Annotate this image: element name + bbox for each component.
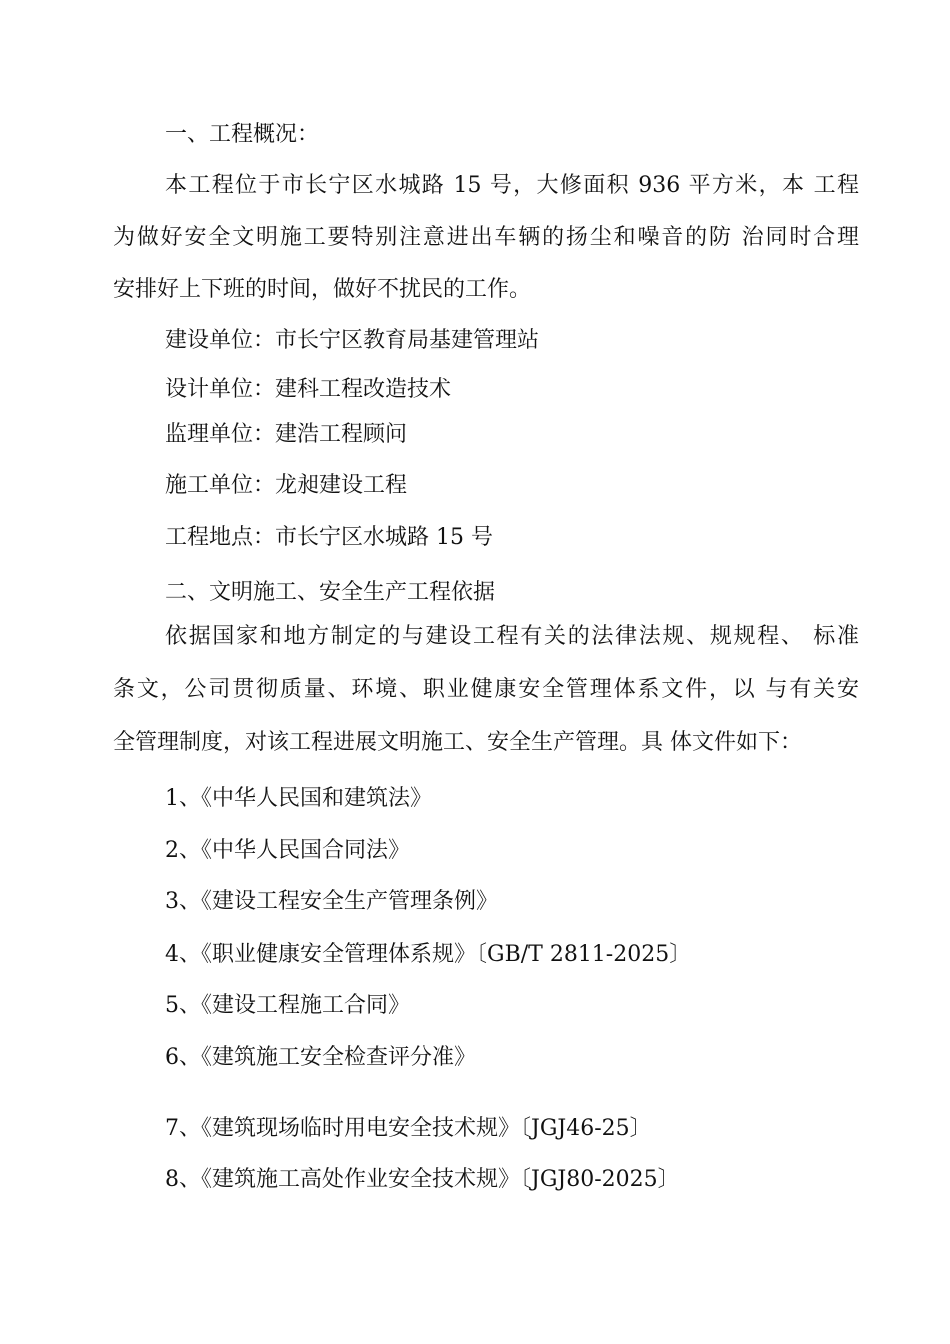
document-list-item: 4、《职业健康安全管理体系规》〔GB/T 2811-2025〕 [165,942,692,967]
contractor-unit: 施工单位：龙昶建设工程 [165,473,408,498]
document-list-item: 7、《建筑现场临时用电安全技术规》〔JGJ46-25〕 [165,1116,652,1141]
section-heading-basis: 二、文明施工、安全生产工程依据 [165,580,496,605]
document-list-item: 8、《建筑施工高处作业安全技术规》〔JGJ80-2025〕 [165,1167,680,1192]
document-list-item: 1、《中华人民国和建筑法》 [165,786,432,811]
construction-unit: 建设单位：市长宁区教育局基建管理站 [165,328,540,353]
document-list-item: 2、《中华人民国合同法》 [165,838,410,863]
basis-paragraph-line-1: 依据国家和地方制定的与建设工程有关的法律法规、规规程、 标准 [165,624,859,649]
supervision-unit: 监理单位：建浩工程顾问 [165,422,408,447]
document-list-item: 6、《建筑施工安全检查评分准》 [165,1045,476,1070]
basis-paragraph-line-2: 条文，公司贯彻质量、环境、职业健康安全管理体系文件，以 与有关安 [113,677,859,702]
overview-paragraph-line-2: 为做好安全文明施工要特别注意进出车辆的扬尘和噪音的防 治同时合理 [113,225,859,250]
overview-paragraph-line-1: 本工程位于市长宁区水城路 15 号，大修面积 936 平方米，本 工程 [165,173,859,198]
basis-paragraph-line-3: 全管理制度，对该工程进展文明施工、安全生产管理。具 体文件如下： [113,730,802,755]
overview-paragraph-line-3: 安排好上下班的时间，做好不扰民的工作。 [113,277,532,302]
document-list-item: 3、《建设工程安全生产管理条例》 [165,889,498,914]
project-location: 工程地点：市长宁区水城路 15 号 [165,525,493,550]
design-unit: 设计单位：建科工程改造技术 [165,377,452,402]
document-list-item: 5、《建设工程施工合同》 [165,993,410,1018]
section-heading-overview: 一、工程概况： [165,122,320,147]
